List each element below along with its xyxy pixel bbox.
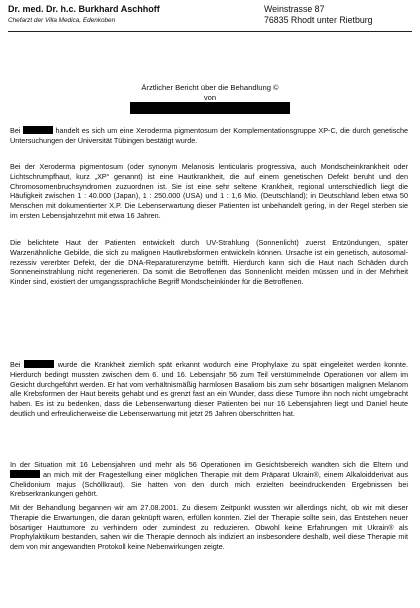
- address-block: [264, 4, 373, 26]
- report-title-line1: Ärztlicher Bericht über die Behandlung ©: [141, 83, 279, 92]
- redacted-name-inline: [23, 126, 53, 134]
- paragraph-patient-history: [10, 360, 408, 419]
- paragraph-treatment-start: Mit der Behandlung begannen wir am 27.08.2001. Zu diesem Zeitpunkt wussten wir allerdings nicht, ob wir mit dieser Therapie die Erwartungen, die daran geknüpft waren, erfüllen konnten. Ziel der Therapie sollte sein, das Entstehen neuer bösartiger Hauttumore zu verhindern oder zumindest zu reduzieren. Obwohl keine Erfahrungen mit Ukrain® als Prophylaktikum bestanden, sahen wir die Therapie dennoch als indiziert an insbesondere deshalb, weil diese Therapie mit dem von mir angewandten Protokoll keine Nebenwirkungen zeigte.: [10, 503, 408, 552]
- report-title-line2: von: [203, 93, 217, 102]
- paragraph-disease-description: Bei der Xeroderma pigmentosum (oder synonym Melanosis lenticularis progressiva, auch Mondscheinkrankheit oder Lichtschrumpfhaut, kurz „XP“ genannt) ist eine Hautkrankheit, die auf einem genetischen Defekt beruht und den Chromosomenbruchsyndromen zuzuordnen ist. Sie ist eine sehr seltene Krankheit, regional unterschiedlich liegt die Häufigkeit zwischen 1 : 40.000 (Japan), 1 : 250.000 (USA) und 1 : 1,6 Mio. (Deutschland); in Deutschland leben etwa 50 Menschen mit dokumentierter X.P. Die Lebenserwartung dieser Patienten ist unbehandelt gering, in der Regel sterben sie im ersten Lebensjahrzehnt mit etwa 16 Jahren.: [10, 162, 408, 220]
- letterhead-rule: [8, 31, 412, 32]
- paragraph-diagnosis-rest: handelt es sich um eine Xeroderma pigmentosum der Komplementationsgruppe XP-C, die durch genetische Untersuchungen der Universität Tübingen bestätigt wurde.: [10, 126, 409, 145]
- paragraph-symptoms: Die belichtete Haut der Patienten entwickelt durch UV-Strahlung (Sonnenlicht) zuerst Entzündungen, später Warzenähnliche Gebilde, die sich zu malignen Hautkrebsformen entwickeln können. Ursache ist ein genetisch, autosomal-rezessiv vererbter Defekt, der die DNA-Reparaturenzyme betrifft. Hierdurch kann sich die Haut nach Schäden durch Sonneneinstrahlung nicht regenerieren. Da somit die Betroffenen das Sonnenlicht meiden müssen und in der Mehrheit Kinder sind, existiert der umgangssprachliche Begriff Mondscheinkinder für die Betroffenen.: [10, 238, 408, 287]
- doctor-title: Chefarzt der Villa Medica, Edenkoben: [8, 17, 116, 24]
- paragraph-history-rest: wurde die Krankheit ziemlich spät erkannt wodurch eine Prophylaxe zu spät eingeleitet werden konnte. Hierdurch bedingt mussten zwischen dem 6. und 16. Lebensjahr 56 zum Teil verstümmelnde Operationen vor allem im Gesicht durchgeführt werden. Er hat vom verhältnismäßig harmlosen Basaliom bis zum sehr bösartigen malignen Melanom alle Krebsformen der Haut bereits gehabt und es grenzt fast an ein Wunder, dass diese Tumore ihn noch nicht umgebracht haben. Es ist zu bedenken, dass die Lebenserwartung dieser Patienten bei nur 16 Lebensjahren liegt und Daniel heute deutlich und erfreulicherweise die Lebenserwartung mit jetzt 25 Jahren überschritten hat.: [10, 360, 408, 418]
- paragraph-request-start: In der Situation mit 16 Lebensjahren und mehr als 56 Operationen im Gesichtsbereich wandten sich die Eltern und: [10, 460, 408, 469]
- redacted-patient-name: [130, 102, 290, 114]
- report-title: [0, 83, 420, 103]
- address-city: 76835 Rhodt unter Rietburg: [264, 15, 373, 25]
- paragraph-request-rest: an mich mit der Fragestellung einer möglichen Therapie mit dem Präparat Ukrain®, einem Alkaloidderivat aus Chelidonium majus (Schöllkraut). Sie hatten von den durch mich erzielten beeindruckenden Ergebnissen bei Krebserkrankungen gehört.: [10, 469, 408, 499]
- address-street: Weinstrasse 87: [264, 4, 325, 14]
- paragraph-diagnosis-start: Bei: [10, 126, 21, 135]
- paragraph-history-start: Bei: [10, 360, 21, 369]
- doctor-name: Dr. med. Dr. h.c. Burkhard Aschhoff: [8, 4, 160, 14]
- letterhead: [8, 4, 412, 44]
- paragraph-diagnosis: [10, 126, 408, 146]
- redacted-name-inline: [24, 360, 54, 368]
- paragraph-therapy-request: [10, 460, 408, 499]
- redacted-name-inline: [10, 470, 40, 478]
